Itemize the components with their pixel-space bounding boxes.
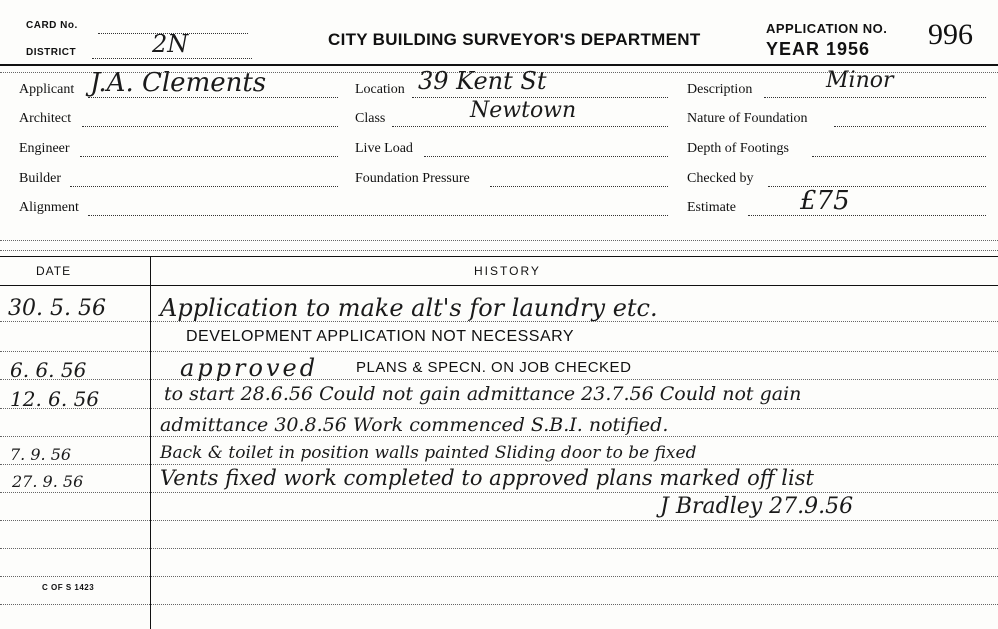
builder-label: Builder (19, 171, 61, 186)
district-value: 2N (152, 30, 189, 58)
architect-label: Architect (19, 111, 72, 126)
checked-by-label: Checked by (687, 171, 754, 186)
nature-of-foundation-line (834, 126, 986, 127)
ruled-line (0, 464, 998, 465)
description-line (764, 97, 986, 98)
history-entry: to start 28.6.56 Could not gain admittance 23.7.56 Could not gain (164, 383, 802, 405)
depth-of-footings-line (812, 156, 986, 157)
history-date: 7. 9. 56 (10, 445, 72, 464)
applicant-value: J.A. Clements (90, 68, 267, 98)
ruled-line (0, 604, 998, 605)
history-entry: Back & toilet in position walls painted Sliding door to be fixed (160, 443, 697, 463)
estimate-line (748, 215, 986, 216)
signature: J Bradley 27.9.56 (660, 494, 854, 519)
description-value: Minor (826, 68, 894, 93)
application-number: 996 (928, 18, 973, 51)
depth-of-footings-label: Depth of Footings (687, 141, 789, 156)
history-entry: approved (180, 354, 319, 382)
section-dotted-rule-2 (0, 250, 998, 251)
location-value: 39 Kent St (418, 67, 547, 95)
district-line (92, 58, 252, 59)
history-date: 12. 6. 56 (10, 387, 100, 411)
ruled-line (0, 576, 998, 577)
description-label: Description (687, 82, 753, 97)
ruled-line (0, 548, 998, 549)
class-label: Class (355, 111, 386, 126)
location-label: Location (355, 82, 405, 97)
ruled-line (0, 408, 998, 409)
history-stamp: DEVELOPMENT APPLICATION NOT NECESSARY (186, 328, 575, 345)
nature-of-foundation-label: Nature of Foundation (687, 111, 808, 126)
ruled-line (0, 351, 998, 352)
foundation-pressure-label: Foundation Pressure (355, 171, 470, 186)
card-no-label: CARD No. (26, 20, 78, 31)
history-entry: Vents fixed work completed to approved plans marked off list (160, 466, 814, 490)
history-entry: Application to make alt's for laundry etc. (160, 294, 658, 322)
application-no-label: APPLICATION NO. (766, 21, 888, 36)
header-rule (0, 64, 998, 66)
estimate-value: £75 (800, 186, 850, 216)
alignment-label: Alignment (19, 200, 79, 215)
ruled-line (0, 520, 998, 521)
builder-line (70, 186, 338, 187)
engineer-line (80, 156, 338, 157)
estimate-label: Estimate (687, 200, 736, 215)
live-load-label: Live Load (355, 141, 413, 156)
ruled-line (0, 492, 998, 493)
ruled-line (0, 379, 998, 380)
department-title: CITY BUILDING SURVEYOR'S DEPARTMENT (328, 30, 701, 49)
ruled-line (0, 436, 998, 437)
district-label: DISTRICT (26, 47, 77, 58)
live-load-line (424, 156, 668, 157)
history-stamp: PLANS & SPECN. ON JOB CHECKED (356, 359, 632, 376)
architect-line (82, 126, 338, 127)
history-entry: admittance 30.8.56 Work commenced S.B.I. notified. (160, 414, 669, 436)
section-dotted-rule-1 (0, 240, 998, 241)
foundation-pressure-line (490, 186, 668, 187)
date-column-divider (150, 257, 151, 629)
history-date: 27. 9. 56 (12, 472, 84, 491)
class-line (392, 126, 668, 127)
form-code: C OF S 1423 (42, 583, 95, 592)
alignment-line (88, 215, 668, 216)
engineer-label: Engineer (19, 141, 70, 156)
history-date: 30. 5. 56 (8, 296, 106, 321)
class-value: Newtown (470, 98, 577, 123)
history-header: HISTORY (474, 264, 541, 278)
history-date: 6. 6. 56 (10, 358, 87, 382)
applicant-label: Applicant (19, 82, 75, 97)
year-label: YEAR 1956 (766, 39, 871, 59)
date-header: DATE (36, 264, 72, 278)
